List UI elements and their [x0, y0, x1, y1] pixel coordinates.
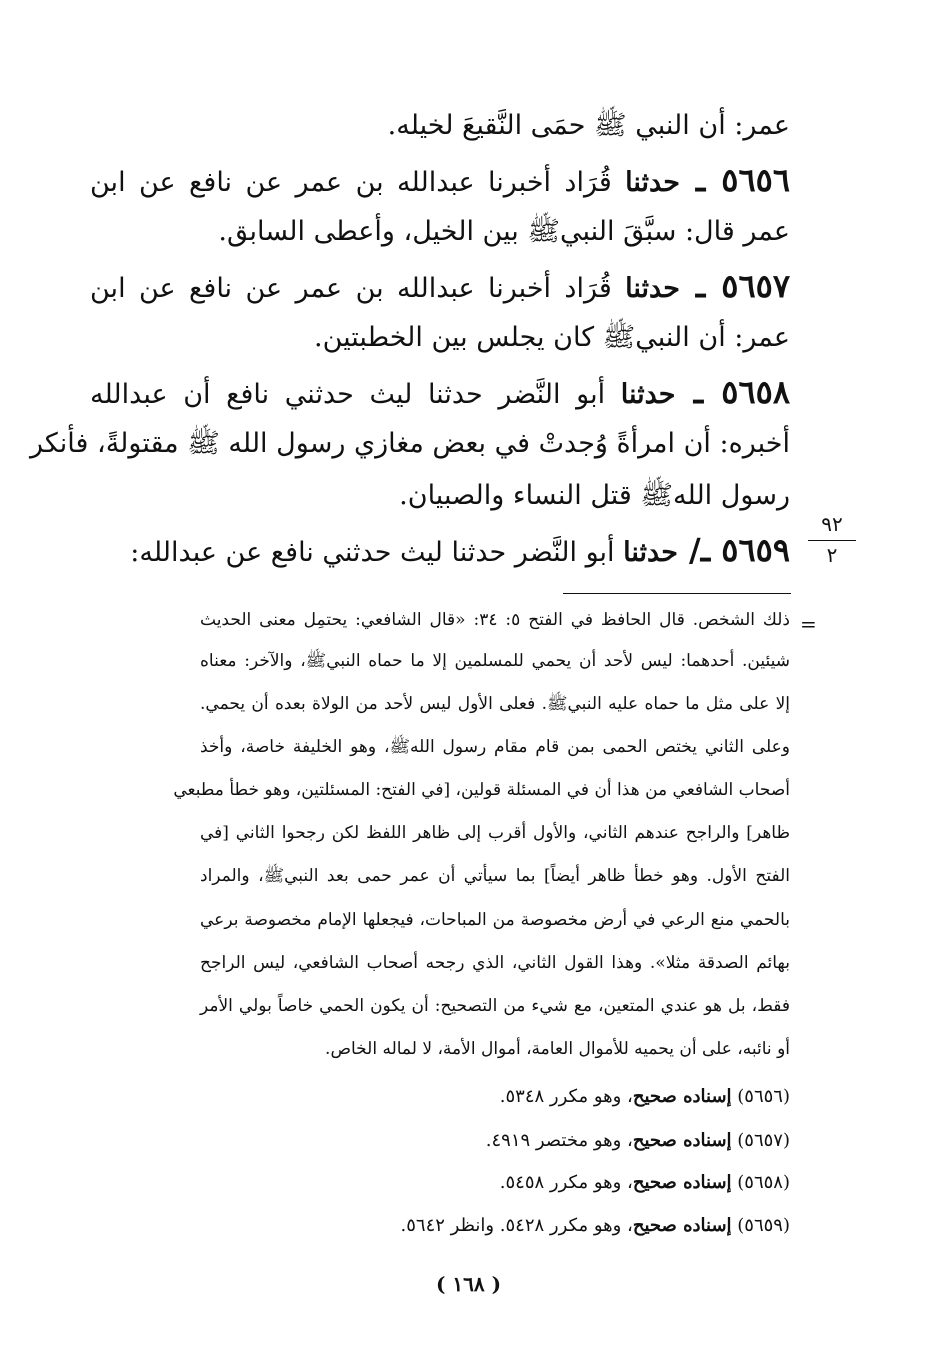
isnad-text: أبو النَّضر حدثنا ليث حدثني نافع عن عبدالله: — [130, 537, 624, 568]
margin-reference — [808, 512, 856, 567]
hadith-5656-heading — [90, 158, 790, 205]
haddathana-word: حدثنا — [620, 379, 676, 410]
margin-reference-volume: ٩٢ — [821, 512, 843, 536]
reference-note: ، وهو مكرر ٥٣٤٨. — [499, 1086, 633, 1107]
hadith-number: ٥٦٥٧ — [721, 267, 790, 305]
margin-reference-page: ٢ — [826, 543, 838, 567]
margin-reference-rule — [808, 540, 856, 541]
reference-number: (٥٦٥٩) — [737, 1215, 790, 1236]
footnote-line: فقط، بل هو عندي المتعين، مع شيء من التصحيح: أن يكون الحمي خاصاً بولي الأمر — [200, 996, 790, 1016]
text-line: عمر: أن النبي ﷺ حمَى النَّقيعَ لخيله. — [387, 110, 790, 141]
hadith-5659-heading — [90, 528, 790, 575]
reference-grade: إسناده صحيح — [632, 1172, 732, 1193]
hadith-dash: ـ — [679, 161, 722, 199]
haddathana-word: حدثنا — [625, 167, 680, 198]
reference-number: (٥٦٥٦) — [737, 1086, 790, 1107]
footnote-line: الفتح الأول. وهو خطأ ظاهر أيضاً] بما سيأتي أن عمر حمى بعد النبيﷺ، والمراد — [200, 866, 790, 886]
footnote-line: وعلى الثاني يختص الحمى بمن قام مقام رسول اللهﷺ، وهو الخليفة خاصة، وأخذ — [200, 737, 790, 757]
isnad-text: قُرَاد أخبرنا عبدالله بن عمر عن نافع عن ابن — [90, 167, 626, 198]
hadith-dash: ـ — [679, 267, 722, 305]
hadith-number: ٥٦٥٦ — [721, 161, 790, 199]
reference-grade: إسناده صحيح — [632, 1086, 732, 1107]
footnote-line: ذلك الشخص. قال الحافظ في الفتح ٥: ٣٤: «قال الشافعي: يحتمِل معنى الحديث — [200, 610, 791, 630]
reference-grade: إسناده صحيح — [632, 1215, 732, 1236]
text-line: عمر: أن النبيﷺ كان يجلس بين الخطبتين. — [314, 322, 790, 353]
reference-line — [190, 1082, 790, 1112]
footnote-line: ظاهر] والراجح عندهم الثاني، والأول أقرب إلى ظاهر اللفظ لكن رجحوا الثاني [في — [200, 823, 790, 843]
isnad-text: قُرَاد أخبرنا عبدالله بن عمر عن نافع عن ابن — [90, 273, 626, 304]
hadith-5658-heading — [90, 370, 790, 417]
hadith-dash: ـ — [675, 373, 722, 411]
text-line: رسول اللهﷺ قتل النساء والصبيان. — [399, 480, 790, 511]
text-line: عمر قال: سبَّقَ النبيﷺ بين الخيل، وأعطى السابق. — [218, 216, 790, 247]
reference-number: (٥٦٥٧) — [737, 1130, 790, 1151]
hadith-5657-heading — [90, 264, 790, 311]
footnote-continuation-marker: = — [800, 612, 817, 636]
footnote-separator — [563, 593, 791, 594]
reference-number: (٥٦٥٨) — [737, 1172, 790, 1193]
hadith-number: ٥٦٥٨ — [721, 373, 791, 411]
haddathana-word: حدثنا — [623, 537, 678, 568]
hadith-dash: ـ/ — [677, 531, 722, 569]
page-number: ( ١٦٨ ) — [435, 1272, 502, 1296]
footnote-line: أو نائبه، على أن يحميه للأموال العامة، أموال الأمة، لا لماله الخاص. — [325, 1039, 790, 1059]
reference-grade: إسناده صحيح — [632, 1130, 732, 1151]
isnad-text: أبو النَّضر حدثنا ليث حدثني نافع أن عبدالله — [90, 379, 621, 410]
reference-line — [190, 1126, 790, 1156]
reference-line — [190, 1168, 790, 1198]
reference-note: ، وهو مكرر ٥٤٥٨. — [499, 1172, 633, 1193]
footnote-line: شيئين. أحدهما: ليس لأحد أن يحمي للمسلمين إلا ما حماه النبيﷺ، والآخر: معناه — [200, 651, 790, 671]
hadith-number: ٥٦٥٩ — [721, 531, 790, 569]
text-line: أخبره: أن امرأةً وُجدتْ في بعض مغازي رسول الله ﷺ مقتولةً، فأنكر — [29, 428, 790, 459]
reference-note: ، وهو مكرر ٥٤٢٨. وانظر ٥٦٤٢. — [400, 1215, 633, 1236]
footnote-line: بهائم الصدقة مثلا». وهذا القول الثاني، الذي رجحه أصحاب الشافعي، ليس الراجح — [200, 953, 790, 973]
reference-note: ، وهو مختصر ٤٩١٩. — [485, 1130, 633, 1151]
footnote-line: إلا على مثل ما حماه عليه النبيﷺ. فعلى الأول ليس لأحد من الولاة بعده أن يحمي. — [200, 694, 790, 714]
footnote-line: أصحاب الشافعي من هذا أن في المسئلة قولين، [في الفتح: المسئلتين، وهو خطأ مطبعي — [173, 780, 790, 800]
footnote-line: بالحمي منع الرعي في أرض مخصوصة من المباحات، فيجعلها الإمام مخصوصة برعي — [200, 910, 790, 930]
haddathana-word: حدثنا — [625, 273, 680, 304]
reference-line — [190, 1211, 790, 1241]
